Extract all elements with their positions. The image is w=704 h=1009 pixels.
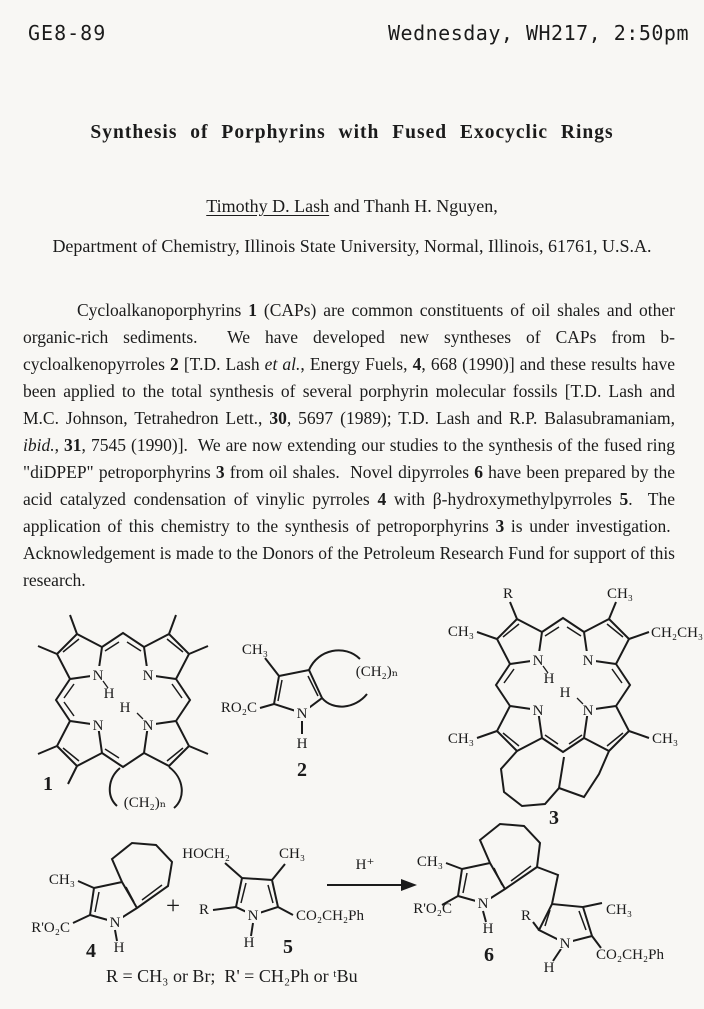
methyl-label: CH₃ <box>606 586 634 602</box>
pyrrole-skeleton <box>260 658 322 734</box>
pyrrole-skeleton <box>213 863 293 936</box>
ch2n-label: (CH₂)ₙ <box>123 795 167 811</box>
h-label: H <box>296 736 308 752</box>
dipyrrole-skeleton <box>442 824 602 961</box>
abstract-paragraph: Cycloalkanoporphyrins 1 (CAPs) are common constituents of oil shales and other organic-rich sediments. We have developed new syntheses of CAPs from b-cycloalkenopyrroles 2 [T.D. Lash et al., Energy Fuels, 4, 668 (1990)] and these results have been applied to the total synthesis of several porphyrin molecular fossils [T.D. Lash and M.C. Johnson, Tetrahedron Lett., 30, 5697 (1989); T.D. Lash and R.P. Balasubramaniam, ibid., 31, 7545 (1990)]. We are now extending our studies to the synthesis of the fused ring "diDPEP" petroporphyrins 3 from oil shales. Novel dipyrroles 6 have been prepared by the acid catalyzed condensation of vinylic pyrroles 4 with β-hydroxymethylpyrroles 5. The application of this chemistry to the synthesis of petroporphyrins 3 is under investigation. Acknowledgement is made to the Donors of the Petroleum Research Fund for support of this research. <box>23 300 676 590</box>
n-label: N <box>477 896 489 912</box>
n-label: N <box>92 668 104 684</box>
h-label: H <box>543 671 555 687</box>
compound-number-2: 2 <box>297 759 307 781</box>
h-label: H <box>243 935 255 951</box>
affiliation: Department of Chemistry, Illinois State University, Normal, Illinois, 61761, U.S.A. <box>52 236 652 256</box>
ester-label: R'O₂C <box>413 901 452 917</box>
structure-2-cycloalkenopyrrole <box>205 612 428 787</box>
compound-number-6: 6 <box>484 944 494 966</box>
double-bonds <box>278 676 318 701</box>
structure-3-didpep-petroporphyrin <box>428 586 704 845</box>
ch2n-label: (CH₂)ₙ <box>355 664 399 680</box>
porphyrin-skeleton <box>477 602 649 752</box>
paper-code: GE8-89 <box>28 21 107 45</box>
compound-number-4: 4 <box>86 940 96 962</box>
methyl-label: CH₃ <box>416 854 443 870</box>
ethyl-label: CH₂CH₃ <box>651 625 704 641</box>
h-label: H <box>119 700 131 716</box>
n-label: N <box>559 936 571 952</box>
methyl-label: CH₃ <box>447 731 474 747</box>
n-label: N <box>296 706 308 722</box>
h-label: H <box>103 686 115 702</box>
plus-sign: + <box>166 893 181 920</box>
n-label: N <box>109 915 121 931</box>
r-substituent-label: R <box>520 908 531 924</box>
substituent-conditions: R = CH₃ or Br; R' = CH₂Ph or ᵗBu <box>106 966 358 986</box>
ester-label: RO₂C <box>220 700 257 716</box>
r-substituent-label: R <box>198 902 209 918</box>
n-label: N <box>247 908 259 924</box>
double-bonds <box>241 883 273 903</box>
h-label: H <box>482 921 494 937</box>
author-lead: Timothy D. Lash <box>206 196 330 216</box>
hydroxymethyl-label: HOCH₂ <box>182 846 230 862</box>
n-label: N <box>142 718 154 734</box>
methyl-label: CH₃ <box>447 624 474 640</box>
n-label: N <box>532 653 544 669</box>
n-label: N <box>92 718 104 734</box>
ester-label: CO₂CH₂Ph <box>596 947 664 963</box>
r-substituent-label: R <box>502 586 514 602</box>
compound-number-3: 3 <box>549 807 559 829</box>
n-label: N <box>142 668 154 684</box>
n-label: N <box>532 703 544 719</box>
methyl-label: CH₃ <box>652 731 679 747</box>
n-label: N <box>582 703 594 719</box>
compound-number-1: 1 <box>43 773 53 795</box>
h-label: H <box>559 685 571 701</box>
session-info: Wednesday, WH217, 2:50pm <box>388 21 689 45</box>
compound-number-5: 5 <box>283 936 293 958</box>
authors-line <box>0 196 704 217</box>
author-rest: and Thanh H. Nguyen, <box>329 196 498 216</box>
methyl-label: CH₃ <box>606 902 633 918</box>
paper-title: Synthesis of Porphyrins with Fused Exocyclic Rings <box>90 122 614 143</box>
arrow-condition-label: H⁺ <box>355 857 375 873</box>
methyl-label: CH₃ <box>48 872 75 888</box>
n-label: N <box>582 653 594 669</box>
structure-6-dipyrrole <box>392 818 704 998</box>
h-label: H <box>113 940 125 956</box>
ester-label: R'O₂C <box>31 920 70 936</box>
methyl-label: CH₃ <box>241 642 268 658</box>
h-label: H <box>543 960 555 976</box>
methyl-label: CH₃ <box>279 846 306 862</box>
fused-exocyclic-rings <box>501 751 609 806</box>
ester-label: CO₂CH₂Ph <box>296 908 364 924</box>
